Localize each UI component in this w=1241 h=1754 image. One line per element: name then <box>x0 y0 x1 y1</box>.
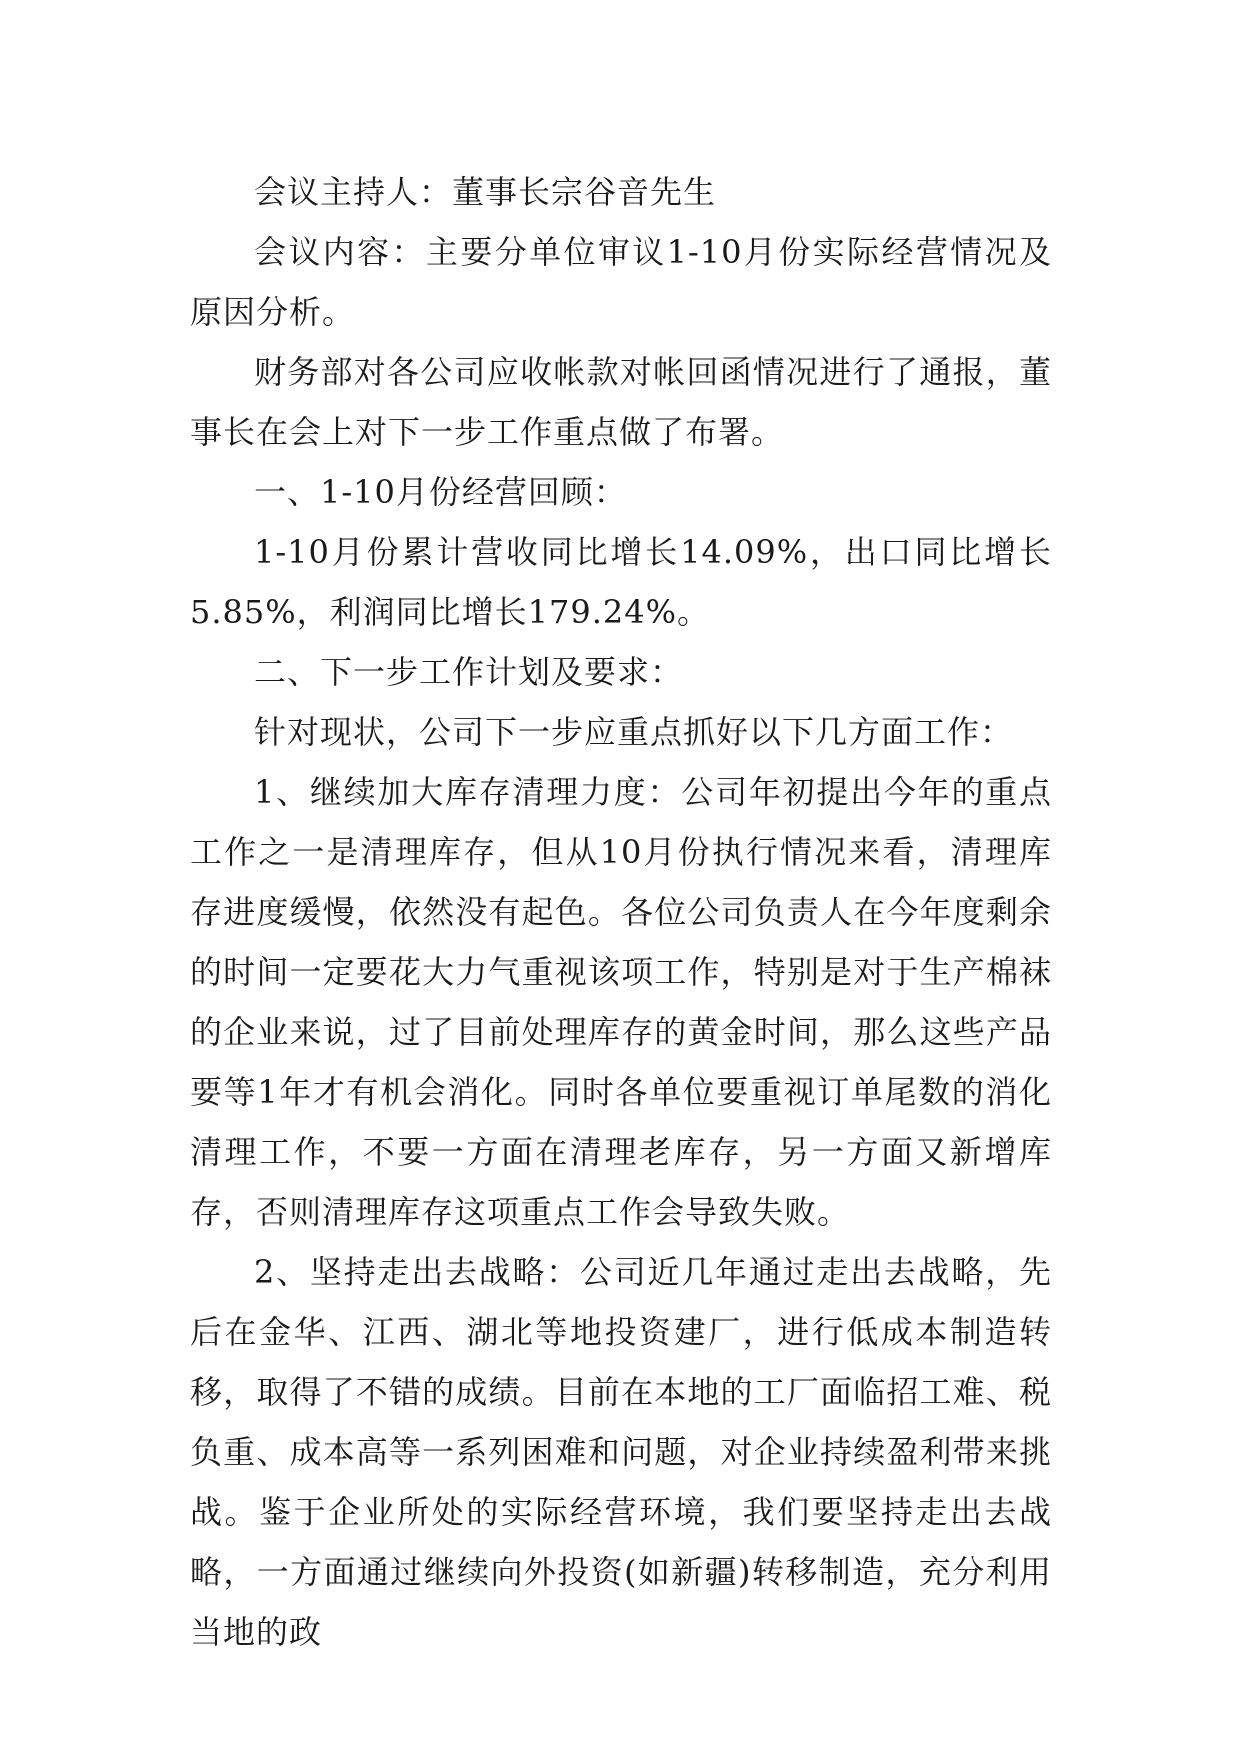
paragraph-finance-report: 财务部对各公司应收帐款对帐回函情况进行了通报，董事长在会上对下一步工作重点做了布署。 <box>190 353 1052 451</box>
section-heading-review: 一、1-10月份经营回顾： <box>254 473 627 511</box>
paragraph-plan-intro: 针对现状，公司下一步应重点抓好以下几方面工作： <box>254 713 1014 751</box>
paragraph-meeting-content: 会议内容：主要分单位审议1-10月份实际经营情况及原因分析。 <box>190 233 1052 331</box>
paragraph-item-inventory: 1、继续加大库存清理力度：公司年初提出今年的重点工作之一是清理库存，但从10月份执行情况来看，清理库存进度缓慢，依然没有起色。各位公司负责人在今年度剩余的时间一定要花大力气重视该项工作，特别是对于生产棉袜的企业来说，过了目前处理库存的黄金时间，那么这些产品要等1年才有机会消化。同时各单位要重视订单尾数的消化清理工作，不要一方面在清理老库存，另一方面又新增库存，否则清理库存这项重点工作会导致失败。 <box>190 773 1052 1231</box>
document-body <box>190 162 1052 1662</box>
section-heading-plan: 二、下一步工作计划及要求： <box>254 653 684 691</box>
paragraph-meeting-host: 会议主持人：董事长宗谷音先生 <box>254 173 717 211</box>
paragraph-item-go-out-strategy: 2、坚持走出去战略：公司近几年通过走出去战略，先后在金华、江西、湖北等地投资建厂，进行低成本制造转移，取得了不错的成绩。目前在本地的工厂面临招工难、税负重、成本高等一系列困难和问题，对企业持续盈利带来挑战。鉴于企业所处的实际经营环境，我们要坚持走出去战略，一方面通过继续向外投资(如新疆)转移制造，充分利用当地的政 <box>190 1253 1052 1651</box>
paragraph-review-figures: 1-10月份累计营收同比增长14.09%，出口同比增长5.85%，利润同比增长179.24%。 <box>190 533 1052 631</box>
